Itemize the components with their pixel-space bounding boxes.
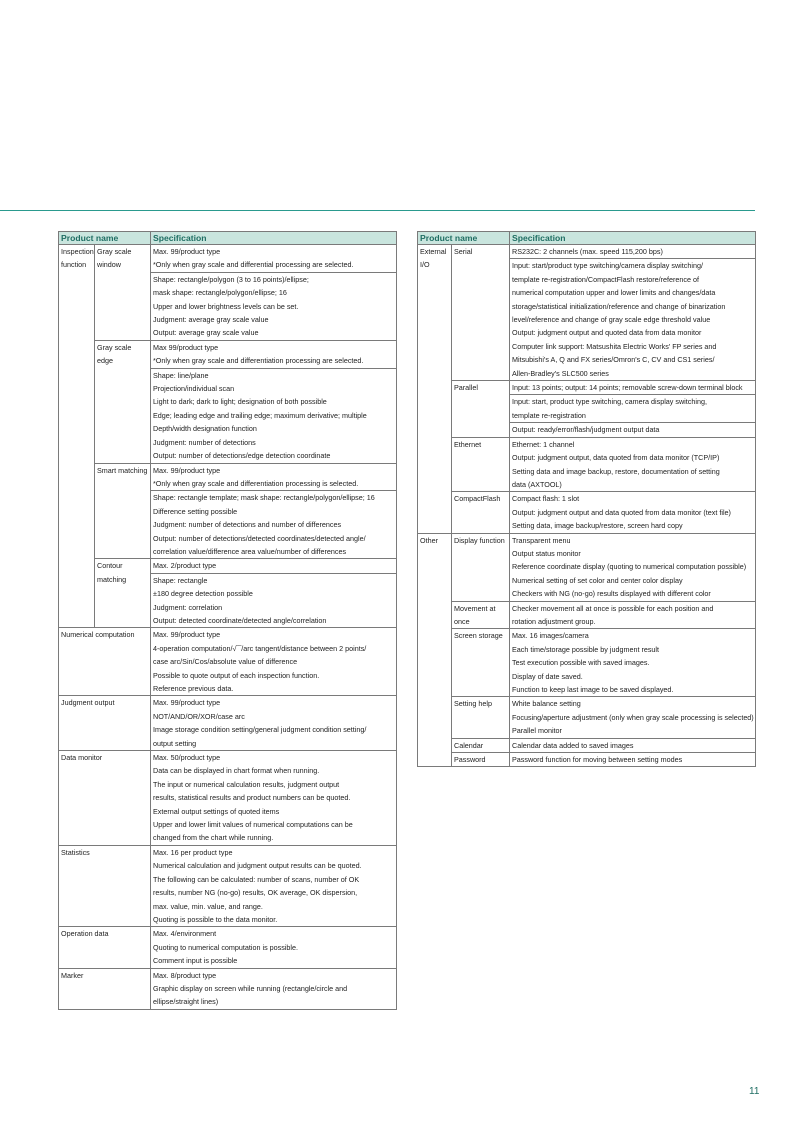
serial-spec-a: RS232C: 2 channels (max. speed 115,200 bps) bbox=[510, 245, 756, 259]
page-number: 11 bbox=[749, 1086, 760, 1097]
contour-spec-b: Shape: rectangle ±180 degree detection possible Judgment: correlation Output: detected coordinate/detected angle/correlation bbox=[151, 573, 397, 628]
ethernet-spec: Ethernet: 1 channel Output: judgment output, data quoted from data monitor (TCP/IP) Setting data and image backup, restore, documentation of setting data (AXTOOL) bbox=[510, 437, 756, 492]
setting-help-spec: White balance setting Focusing/aperture adjustment (only when gray scale processing is selected) Parallel monitor bbox=[510, 697, 756, 738]
data-monitor-spec: Max. 50/product type Data can be displayed in chart format when running. The input or numerical calculation results, judgment output results, statistical results and product numbers can be quoted. External output settings of quoted items Upper and lower limit values of numerical computations can be changed from the chart while running. bbox=[151, 751, 397, 846]
serial-spec-b: Input: start/product type switching/camera display switching/ template re-registration/CompactFlash restore/reference of numerical computation upper and lower limits and changes/data storage/statistical initialization/reference and change of binarization level/reference and change of gray scale edge threshold value Output: judgment output and quoted data from data monitor Computer link support: Matsushita Electric Works' FP series and Mitsubishi's A, Q and FX series/Omron's C, CV and CS1 series/ Allen-Bradley's SLC500 series bbox=[510, 259, 756, 381]
right-spec-table bbox=[417, 231, 756, 767]
screen-storage-spec: Max. 16 images/camera Each time/storage possible by judgment result Test execution possible with saved images. Display of date saved. Function to keep last image to be saved displayed. bbox=[510, 629, 756, 697]
display-function-spec: Transparent menu Output status monitor Reference coordinate display (quoting to numerical computation possible) Numerical setting of set color and center color display Checkers with NG (no-go) results displayed with different color bbox=[510, 533, 756, 601]
contour-label-2: matching bbox=[95, 573, 151, 628]
smart-spec-a: Max. 99/product type *Only when gray scale and differentiation processing is selected. bbox=[151, 463, 397, 491]
movement-at-once-spec: Checker movement all at once is possible for each position and rotation adjustment group. bbox=[510, 601, 756, 629]
inspection-function-label: Inspection function bbox=[59, 245, 95, 628]
setting-help-label: Setting help bbox=[452, 697, 510, 738]
movement-at-once-label: Movement at once bbox=[452, 601, 510, 629]
contour-label-1: Contour bbox=[95, 559, 151, 573]
calendar-spec: Calendar data added to saved images bbox=[510, 738, 756, 752]
display-function-label: Display function bbox=[452, 533, 510, 601]
numerical-computation-spec: Max. 99/product type 4-operation computation/√‾‾/arc tangent/distance between 2 points/ case arc/Sin/Cos/absolute value of difference Possible to quote output of each inspection function. Reference previous data. bbox=[151, 628, 397, 696]
compactflash-label: CompactFlash bbox=[452, 492, 510, 533]
gray-edge-spec-b: Shape: line/plane Projection/individual scan Light to dark; dark to light; designation of both possible Edge; leading edge and trailing edge; maximum derivative; multiple Depth/width designation function Judgment: number of detections Output: number of detections/edge detection coordinate bbox=[151, 368, 397, 463]
smart-matching-label: Smart matching bbox=[95, 463, 151, 559]
other-label: Other bbox=[418, 533, 452, 767]
ethernet-label: Ethernet bbox=[452, 437, 510, 492]
smart-spec-b: Shape: rectangle template; mask shape: rectangle/polygon/ellipse; 16 Difference setting possible Judgment: number of detections and number of differences Output: number of detections/detected coordinates/detected angle/ correlation value/difference area value/number of differences bbox=[151, 491, 397, 559]
gray-scale-edge-label: Gray scale edge bbox=[95, 340, 151, 463]
password-label: Password bbox=[452, 753, 510, 767]
left-spec-table bbox=[58, 231, 397, 1010]
parallel-label: Parallel bbox=[452, 381, 510, 438]
marker-spec: Max. 8/product type Graphic display on screen while running (rectangle/circle and ellipse/straight lines) bbox=[151, 968, 397, 1009]
calendar-label: Calendar bbox=[452, 738, 510, 752]
gray-scale-window-label: Gray scale window bbox=[95, 245, 151, 341]
gray-edge-spec-a: Max 99/product type *Only when gray scale and differentiation processing are selected. bbox=[151, 340, 397, 368]
compactflash-spec: Compact flash: 1 slot Output: judgment output and data quoted from data monitor (text file) Setting data, image backup/restore, screen hard copy bbox=[510, 492, 756, 533]
statistics-label: Statistics bbox=[59, 845, 151, 926]
contour-spec-a: Max. 2/product type bbox=[151, 559, 397, 573]
operation-data-label: Operation data bbox=[59, 927, 151, 968]
serial-label: Serial bbox=[452, 245, 510, 381]
operation-data-spec: Max. 4/environment Quoting to numerical computation is possible. Comment input is possible bbox=[151, 927, 397, 968]
password-spec: Password function for moving between setting modes bbox=[510, 753, 756, 767]
judgment-output-spec: Max. 99/product type NOT/AND/OR/XOR/case arc Image storage condition setting/general judgment condition setting/ output setting bbox=[151, 696, 397, 751]
specification-header: Specification bbox=[151, 232, 397, 245]
parallel-spec-c: Output: ready/error/flash/judgment output data bbox=[510, 423, 756, 437]
judgment-output-label: Judgment output bbox=[59, 696, 151, 751]
statistics-spec: Max. 16 per product type Numerical calculation and judgment output results can be quoted. The following can be calculated: number of scans, number of OK results, number NG (no-go) results, OK average, OK dispersion, max. value, min. value, and range. Quoting is possible to the data monitor. bbox=[151, 845, 397, 926]
external-io-label: External I/O bbox=[418, 245, 452, 534]
parallel-spec-a: Input: 13 points; output: 14 points; removable screw-down terminal block bbox=[510, 381, 756, 395]
header-rule bbox=[0, 210, 755, 211]
marker-label: Marker bbox=[59, 968, 151, 1009]
product-name-header-right: Product name bbox=[418, 232, 510, 245]
gray-window-spec-a: Max. 99/product type *Only when gray scale and differential processing are selected. bbox=[151, 245, 397, 273]
gray-window-spec-b: Shape: rectangle/polygon (3 to 16 points)/ellipse; mask shape: rectangle/polygon/ellipse; 16 Upper and lower brightness levels can be set. Judgment: average gray scale value Output: average gray scale value bbox=[151, 272, 397, 340]
product-name-header: Product name bbox=[59, 232, 151, 245]
data-monitor-label: Data monitor bbox=[59, 751, 151, 846]
screen-storage-label: Screen storage bbox=[452, 629, 510, 697]
numerical-computation-label: Numerical computation bbox=[59, 628, 151, 696]
specification-header-right: Specification bbox=[510, 232, 756, 245]
parallel-spec-b: Input: start, product type switching, camera display switching, template re-registration bbox=[510, 395, 756, 423]
